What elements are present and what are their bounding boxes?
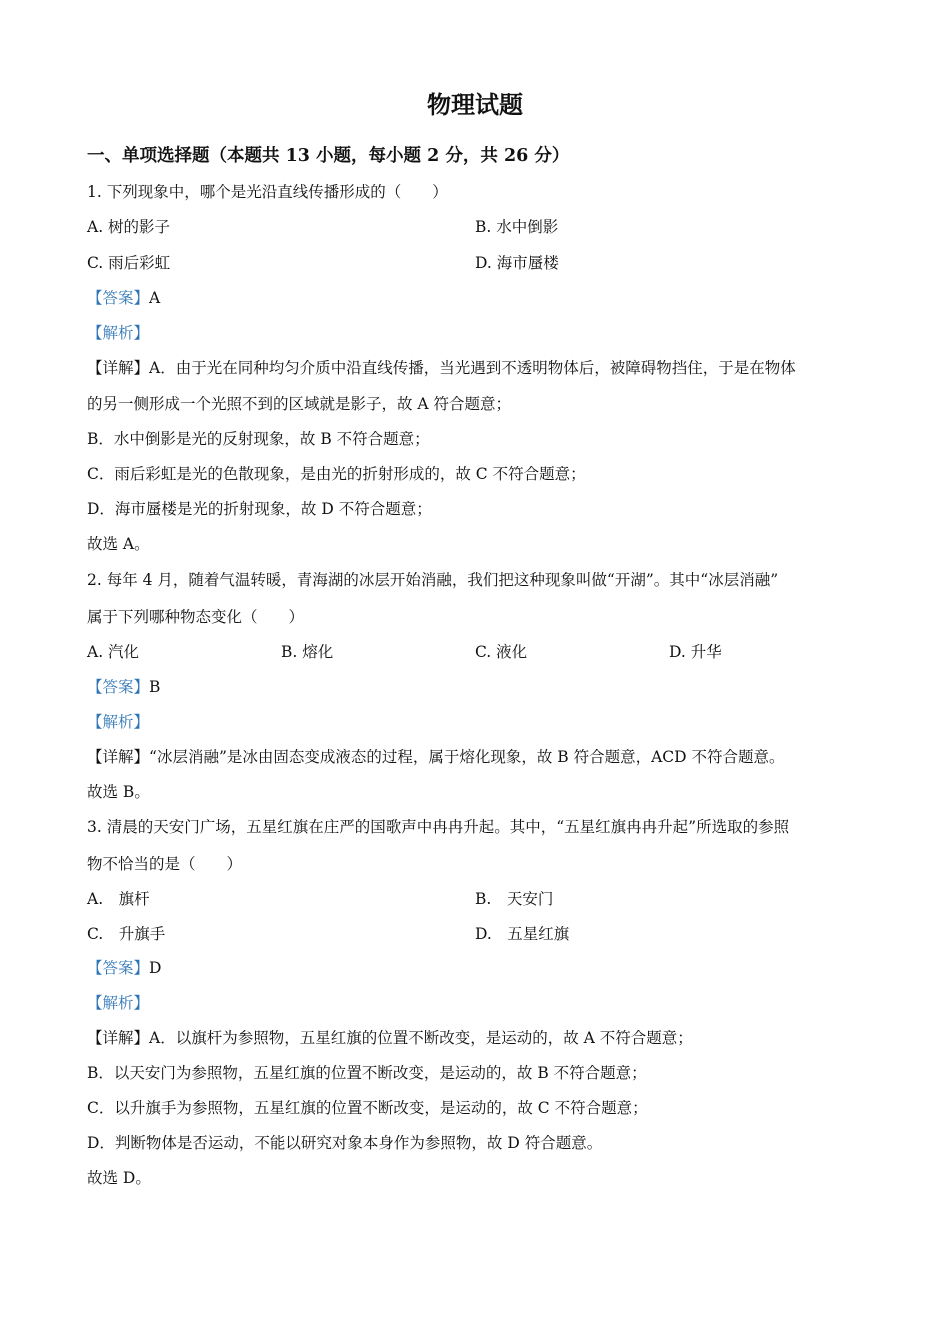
question-1-detail-line: B．水中倒影是光的反射现象，故 B 不符合题意； — [87, 430, 430, 448]
section-heading: 一、单项选择题（本题共 13 小题，每小题 2 分，共 26 分） — [87, 146, 570, 166]
question-1-option-c: C. 雨后彩虹 — [87, 254, 171, 272]
answer-tag: 【答案】 — [87, 959, 150, 977]
page-title: 物理试题 — [427, 90, 523, 119]
question-3-option-a: A. 旗杆 — [87, 890, 150, 908]
question-1-option-d: D. 海市蜃楼 — [475, 254, 559, 272]
detail-text: A．以旗杆为参照物，五星红旗的位置不断改变，是运动的，故 A 不符合题意； — [149, 1029, 693, 1047]
answer-tag: 【答案】 — [87, 678, 150, 696]
question-3-stem: 3. 清晨的天安门广场，五星红旗在庄严的国歌声中冉冉升起。其中，“五星红旗冉冉升起”所选取的参照 — [87, 818, 790, 836]
question-3-analysis — [87, 991, 149, 1015]
question-2-option-b: B. 熔化 — [281, 643, 334, 661]
question-3-detail-line: C．以升旗手为参照物，五星红旗的位置不断改变，是运动的，故 C 不符合题意； — [87, 1099, 648, 1117]
analysis-tag: 【解析】 — [87, 713, 150, 731]
question-3-option-d: D. 五星红旗 — [475, 925, 570, 943]
question-3-answer — [87, 956, 161, 980]
analysis-tag: 【解析】 — [87, 324, 150, 342]
question-2-option-d: D. 升华 — [669, 643, 722, 661]
question-3-stem: 物不恰当的是（ ） — [87, 855, 243, 873]
question-1-analysis — [87, 321, 149, 345]
answer-tag: 【答案】 — [87, 289, 150, 307]
question-1-option-b: B. 水中倒影 — [475, 218, 559, 236]
question-3-conclusion: 故选 D。 — [87, 1169, 151, 1187]
detail-text: “冰层消融”是冰由固态变成液态的过程，属于熔化现象，故 B 符合题意，ACD 不符合题意。 — [149, 748, 785, 766]
analysis-tag: 【解析】 — [87, 994, 150, 1012]
question-2-analysis — [87, 710, 149, 734]
question-1-answer — [87, 286, 160, 310]
question-1-stem: 1. 下列现象中，哪个是光沿直线传播形成的（ ） — [87, 183, 448, 201]
question-2-option-a: A. 汽化 — [87, 643, 140, 661]
question-3-option-c: C. 升旗手 — [87, 925, 166, 943]
question-1-detail-line: D．海市蜃楼是光的折射现象，故 D 不符合题意； — [87, 500, 432, 518]
question-1-detail-line: 的另一侧形成一个光照不到的区域就是影子，故 A 符合题意； — [87, 395, 512, 413]
question-3-detail-line — [87, 1026, 693, 1050]
question-1-option-a: A. 树的影子 — [87, 218, 171, 236]
detail-tag: 【详解】 — [87, 359, 150, 377]
question-1-detail-line: C．雨后彩虹是光的色散现象，是由光的折射形成的，故 C 不符合题意； — [87, 465, 586, 483]
question-2-detail-line — [87, 745, 785, 769]
answer-value: A — [149, 289, 161, 307]
question-2-conclusion: 故选 B。 — [87, 783, 150, 801]
question-2-stem: 属于下列哪种物态变化（ ） — [87, 608, 305, 626]
question-3-detail-line: B．以天安门为参照物，五星红旗的位置不断改变，是运动的，故 B 不符合题意； — [87, 1064, 647, 1082]
question-1-conclusion: 故选 A。 — [87, 535, 150, 553]
question-2-answer — [87, 675, 160, 699]
answer-value: B — [149, 678, 161, 696]
answer-value: D — [149, 959, 162, 977]
question-2-option-c: C. 液化 — [475, 643, 528, 661]
question-3-option-b: B. 天安门 — [475, 890, 554, 908]
detail-tag: 【详解】 — [87, 748, 150, 766]
question-2-stem: 2. 每年 4 月，随着气温转暖，青海湖的冰层开始消融，我们把这种现象叫做“开湖”。其中“冰层消融” — [87, 571, 779, 589]
question-1-detail-line — [87, 356, 796, 380]
question-3-detail-line: D．判断物体是否运动，不能以研究对象本身作为参照物，故 D 符合题意。 — [87, 1134, 603, 1152]
detail-text: A．由于光在同种均匀介质中沿直线传播，当光遇到不透明物体后，被障碍物挡住，于是在物体 — [149, 359, 796, 377]
detail-tag: 【详解】 — [87, 1029, 150, 1047]
